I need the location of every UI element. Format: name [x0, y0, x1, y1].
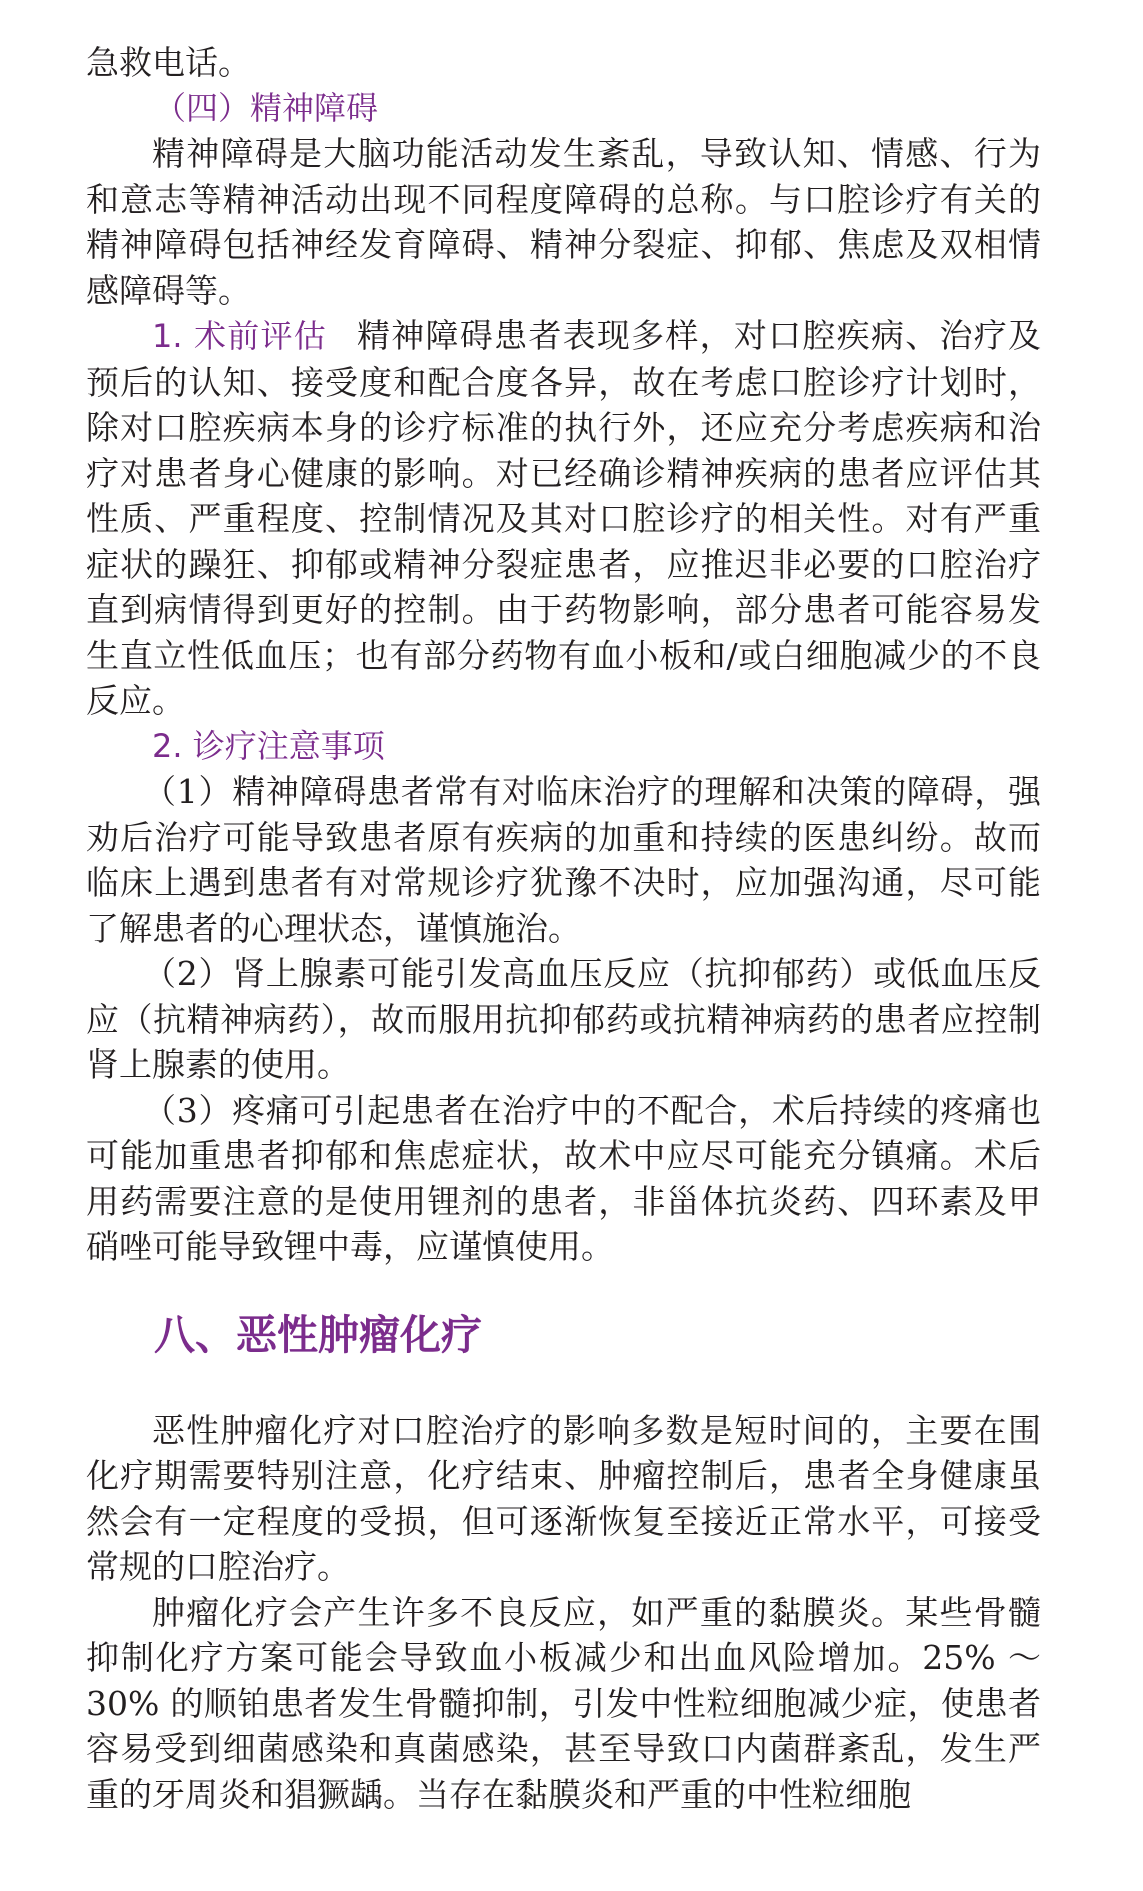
preop-assessment-heading: 1. 术前评估 — [152, 317, 328, 355]
section-title-chemotherapy: 八、恶性肿瘤化疗 — [154, 1310, 482, 1359]
treatment-note-3: （3）疼痛可引起患者在治疗中的不配合，术后持续的疼痛也可能加重患者抑郁和焦虑症状，故术中应尽可能充分镇痛。术后用药需要注意的是使用锂剂的患者，非甾体抗炎药、四环素及甲硝唑可能导致锂中毒，应谨慎使用。 — [86, 1090, 1041, 1266]
preop-assessment-paragraph — [86, 313, 1041, 724]
chemotherapy-paragraph-2: 肿瘤化疗会产生许多不良反应，如严重的黏膜炎。某些骨髓抑制化疗方案可能会导致血小板减少和出血风险增加。25% ～ 30% 的顺铂患者发生骨髓抑制，引发中性粒细胞减少症，使患者容易受到细菌感染和真菌感染，甚至导致口内菌群紊乱，发生严重的牙周炎和猖獗龋。当存在黏膜炎和严重的中性粒细胞 — [86, 1592, 1041, 1814]
carry-over-text: 急救电话。 — [86, 43, 251, 82]
subsection-heading-mental-disorders: （四）精神障碍 — [154, 88, 379, 127]
treatment-note-1: （1）精神障碍患者常有对临床治疗的理解和决策的障碍，强劝后治疗可能导致患者原有疾病的加重和持续的医患纠纷。故而临床上遇到患者有对常规诊疗犹豫不决时，应加强沟通，尽可能了解患者的心理状态，谨慎施治。 — [86, 772, 1041, 948]
chemotherapy-paragraph-1: 恶性肿瘤化疗对口腔治疗的影响多数是短时间的，主要在围化疗期需要特别注意，化疗结束、肿瘤控制后，患者全身健康虽然会有一定程度的受损，但可逐渐恢复至接近正常水平，可接受常规的口腔治疗。 — [86, 1410, 1041, 1586]
document-page — [86, 40, 1041, 1817]
mental-disorders-intro: 精神障碍是大脑功能活动发生紊乱，导致认知、情感、行为和意志等精神活动出现不同程度障碍的总称。与口腔诊疗有关的精神障碍包括神经发育障碍、精神分裂症、抑郁、焦虑及双相情感障碍等。 — [86, 134, 1041, 310]
preop-assessment-text: 精神障碍患者表现多样，对口腔疾病、治疗及预后的认知、接受度和配合度各异，故在考虑口腔诊疗计划时，除对口腔疾病本身的诊疗标准的执行外，还应充分考虑疾病和治疗对患者身心健康的影响。对已经确诊精神疾病的患者应评估其性质、严重程度、控制情况及其对口腔诊疗的相关性。对有严重症状的躁狂、抑郁或精神分裂症患者，应推迟非必要的口腔治疗直到病情得到更好的控制。由于药物影响，部分患者可能容易发生直立性低血压；也有部分药物有血小板和/或白细胞减少的不良反应。 — [86, 316, 1041, 720]
treatment-notes-heading: 2. 诊疗注意事项 — [152, 726, 385, 765]
treatment-note-2: （2）肾上腺素可能引发高血压反应（抗抑郁药）或低血压反应（抗精神病药），故而服用抗抑郁药或抗精神病药的患者应控制肾上腺素的使用。 — [86, 954, 1041, 1084]
